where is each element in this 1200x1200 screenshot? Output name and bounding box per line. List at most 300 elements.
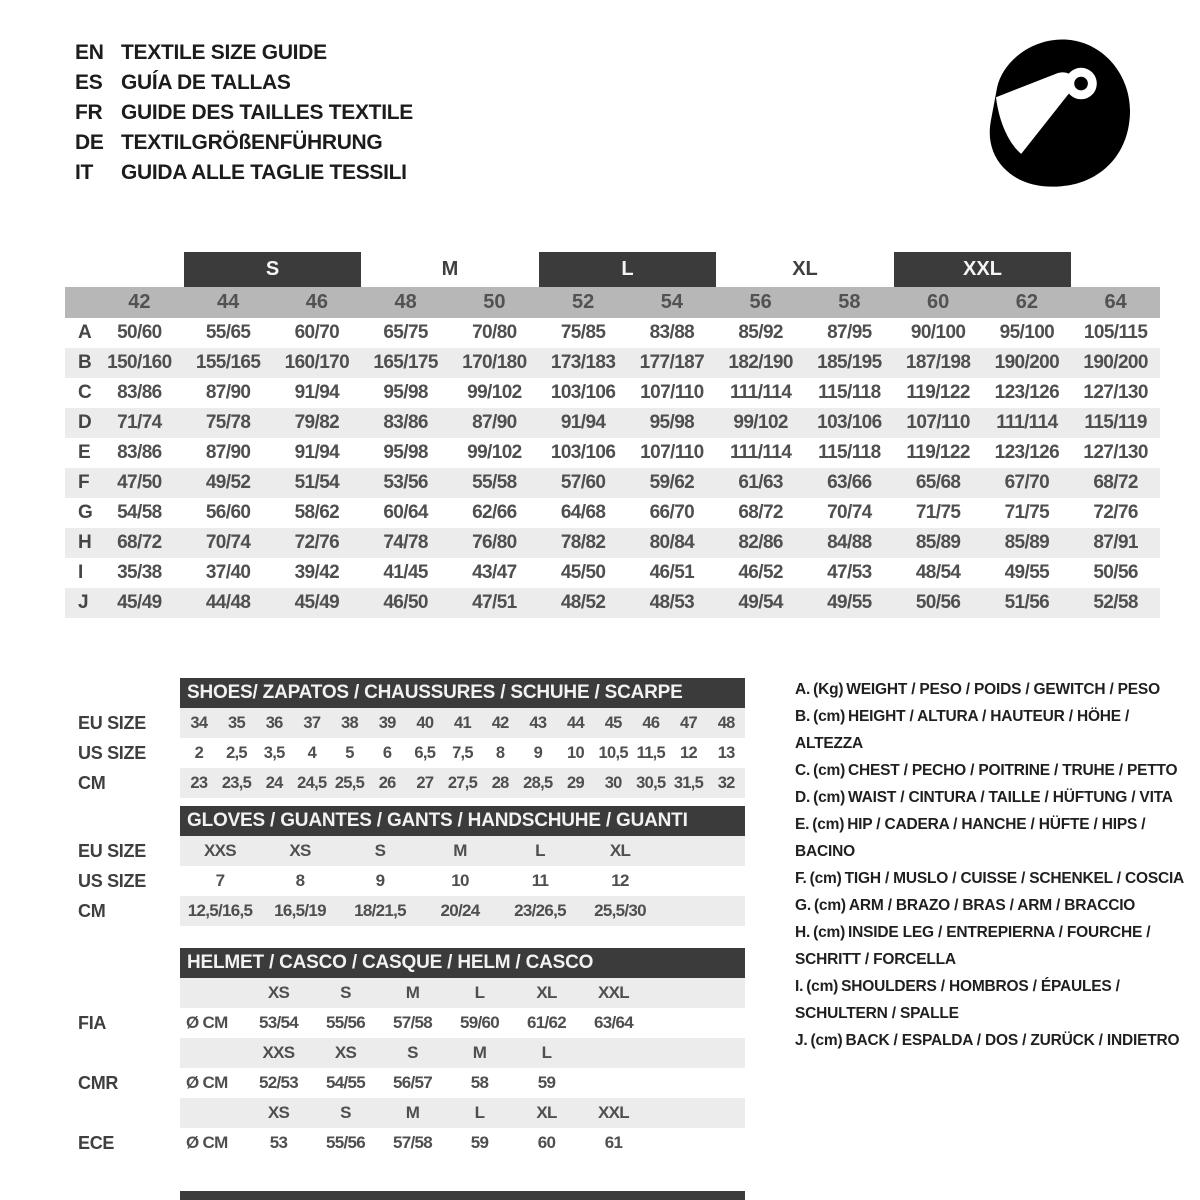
legend-text: HEIGHT / ALTURA / HAUTEUR / HÖHE / ALTEZZA (795, 708, 1130, 752)
shoe-size-value: 30,5 (636, 773, 666, 792)
size-value: 127/130 (1083, 382, 1148, 403)
size-value: 107/110 (906, 412, 970, 433)
size-value: 76/80 (472, 532, 517, 553)
shoes-section-title: SHOES/ ZAPATOS / CHAUSSURES / SCHUHE / SCARPE (180, 678, 745, 708)
helmet-size-label: XXL (598, 983, 629, 1002)
size-value: 74/78 (383, 532, 428, 553)
language-code: FR (75, 101, 103, 124)
glove-size-value: 16,5/19 (274, 901, 326, 920)
shoes-values (180, 708, 745, 738)
size-value: 65/75 (383, 322, 428, 343)
size-table-row (65, 588, 1160, 618)
guide-title: GUIDE DES TAILLES TEXTILE (121, 101, 413, 124)
gloves-row (60, 836, 745, 866)
size-value: 75/78 (205, 412, 251, 433)
size-value: 55/65 (205, 322, 251, 343)
legend-key: H. (795, 924, 811, 941)
size-table-row (65, 438, 1160, 468)
helmet-size-value: 53 (269, 1133, 288, 1152)
shoe-size-value: 47 (680, 713, 697, 732)
shoe-size-value: 45 (604, 713, 622, 732)
legend-item (795, 676, 1200, 703)
shoe-size-value: 41 (454, 713, 471, 732)
helmet-size-value: 55/56 (325, 1013, 366, 1032)
legend-item (795, 865, 1200, 892)
size-value: 47/53 (827, 562, 872, 583)
size-value: 68/72 (1093, 472, 1138, 493)
size-value: 56/60 (205, 502, 251, 523)
shoe-size-value: 42 (491, 713, 509, 732)
size-letter-label: XL (792, 258, 818, 280)
legend-text: CHEST / PECHO / POITRINE / TRUHE / PETTO (848, 762, 1178, 779)
size-value: 71/75 (915, 502, 961, 523)
size-letter-label: M (441, 258, 459, 280)
size-value: 57/60 (560, 472, 606, 493)
shoe-size-value: 43 (529, 713, 547, 732)
size-value: 48/52 (560, 592, 606, 613)
legend-unit: (cm) (809, 870, 842, 887)
size-value: 99/102 (733, 412, 788, 433)
size-value: 185/195 (817, 352, 882, 373)
size-value: 99/102 (467, 442, 522, 463)
shoe-size-value: 2 (194, 743, 204, 762)
shoe-size-value: 27,5 (447, 773, 478, 792)
legend-key: F. (795, 870, 807, 887)
helmet-size-label: M (472, 1043, 487, 1062)
glove-size-value: 7 (215, 871, 225, 890)
helmet-size-value: 61 (604, 1133, 623, 1152)
legend-key: E. (795, 816, 810, 833)
measure-letter: F (78, 472, 90, 493)
glove-size-value: 20/24 (440, 901, 480, 920)
guide-title: TEXTILGRÖßENFÜHRUNG (121, 131, 383, 154)
shoe-size-value: 3,5 (263, 743, 285, 762)
size-value: 190/200 (994, 352, 1060, 373)
size-value: 50/56 (1093, 562, 1138, 583)
size-table-cells (95, 442, 1160, 464)
size-table-row (65, 468, 1160, 498)
helmet-values-row (60, 1068, 745, 1098)
legend-text: INSIDE LEG / ENTREPIERNA / FOURCHE / SCHRITT / FORCELLA (795, 924, 1151, 968)
legend-unit: (cm) (806, 978, 839, 995)
shoes-rows (60, 708, 745, 798)
shoes-row (60, 738, 745, 768)
size-table-cells (95, 472, 1160, 494)
shoe-size-value: 26 (378, 773, 396, 792)
size-value: 103/106 (550, 382, 616, 403)
shoe-size-value: 11,5 (636, 743, 666, 762)
measure-letter: I (78, 562, 84, 583)
measure-letter: C (78, 382, 92, 403)
helmet-sizes-row (60, 1098, 745, 1128)
helmet-size-value: 57/58 (392, 1013, 433, 1032)
helmet-size-label: XS (267, 983, 290, 1002)
helmet-values (180, 1068, 745, 1098)
size-value: 91/94 (294, 382, 340, 403)
size-number: 52 (572, 291, 595, 313)
language-code: DE (75, 131, 104, 154)
size-value: 173/183 (550, 352, 616, 373)
shoe-size-value: 8 (495, 743, 505, 762)
size-value: 50/56 (915, 592, 961, 613)
measure-letter: J (78, 592, 89, 613)
size-value: 46/52 (738, 562, 783, 583)
helmet-size-labels (180, 1098, 745, 1128)
helmet-values-row (60, 1008, 745, 1038)
size-value: 107/110 (640, 442, 704, 463)
size-value: 51/54 (294, 472, 340, 493)
glove-size-value: 23/26,5 (514, 901, 566, 920)
shoe-size-value: 38 (341, 713, 358, 732)
diameter-unit: Ø CM (186, 1013, 228, 1032)
size-value: 95/100 (999, 322, 1055, 343)
legend-unit: (cm) (813, 924, 846, 941)
size-value: 62/66 (472, 502, 517, 523)
size-table-cells (95, 532, 1160, 554)
size-value: 37/40 (205, 562, 251, 583)
helmet-section-title: HELMET / CASCO / CASQUE / HELM / CASCO (180, 948, 745, 978)
legend-key: A. (795, 681, 811, 698)
helmet-values (180, 1128, 745, 1158)
size-number: 60 (927, 291, 950, 313)
gloves-row (60, 866, 745, 896)
shoe-size-value: 44 (567, 713, 584, 732)
shoe-size-value: 10 (567, 743, 584, 762)
gloves-values (180, 836, 745, 866)
helmet-size-label: XXL (598, 1103, 629, 1122)
size-value: 123/126 (994, 382, 1060, 403)
shoe-size-value: 30 (604, 773, 622, 792)
guide-title: TEXTILE SIZE GUIDE (121, 41, 327, 64)
helmet-size-labels (180, 1038, 745, 1068)
shoe-size-value: 23,5 (221, 773, 252, 792)
row-label: US SIZE (78, 870, 146, 891)
size-value: 72/76 (294, 532, 340, 553)
diameter-unit: Ø CM (186, 1073, 228, 1092)
legend-item (795, 1027, 1200, 1054)
shoes-row (60, 768, 745, 798)
size-value: 72/76 (1093, 502, 1138, 523)
glove-size-value: XXS (204, 841, 236, 860)
shoe-size-value: 24 (265, 773, 283, 792)
size-table-row (65, 378, 1160, 408)
size-value: 75/85 (560, 322, 606, 343)
shoe-size-value: 39 (378, 713, 396, 732)
legend-key: J. (795, 1032, 808, 1049)
size-value: 64/68 (560, 502, 606, 523)
shoe-size-value: 6,5 (414, 743, 436, 762)
size-value: 85/92 (738, 322, 783, 343)
row-label: US SIZE (78, 742, 146, 763)
size-value: 115/118 (818, 382, 881, 403)
measure-letter: H (78, 532, 92, 553)
helmet-size-value: 53/54 (258, 1013, 299, 1032)
size-number: 64 (1104, 291, 1127, 313)
size-value: 46/51 (649, 562, 695, 583)
shoe-size-value: 32 (717, 773, 735, 792)
size-value: 95/98 (383, 442, 428, 463)
legend-item (795, 757, 1200, 784)
shoe-size-value: 40 (416, 713, 434, 732)
language-code: EN (75, 41, 104, 64)
legend-text: WAIST / CINTURA / TAILLE / HÜFTUNG / VITA (848, 789, 1173, 806)
size-letter-label: L (539, 252, 717, 287)
size-number: 44 (217, 291, 240, 313)
textile-size-table (65, 252, 1160, 618)
size-value: 54/58 (117, 502, 162, 523)
row-label: CM (78, 772, 106, 793)
size-value: 83/86 (117, 442, 162, 463)
helmet-rows (60, 978, 745, 1158)
legend-key: C. (795, 762, 811, 779)
shoe-size-value: 35 (228, 713, 245, 732)
language-code: ES (75, 71, 103, 94)
size-value: 68/72 (738, 502, 783, 523)
glove-size-value: 25,5/30 (594, 901, 646, 920)
helmet-section (60, 948, 745, 1158)
size-number: 42 (128, 291, 151, 313)
shoe-size-value: 37 (303, 713, 321, 732)
size-value: 90/100 (910, 322, 966, 343)
helmet-size-value: 59 (470, 1133, 489, 1152)
size-value: 91/94 (560, 412, 606, 433)
size-value: 85/89 (1004, 532, 1050, 553)
helmet-sizes-row (60, 1038, 745, 1068)
shoe-size-value: 24,5 (297, 773, 327, 792)
language-row (75, 128, 413, 158)
size-value: 51/56 (1004, 592, 1050, 613)
size-value: 190/200 (1083, 352, 1148, 373)
size-value: 115/118 (818, 442, 881, 463)
size-value: 95/98 (383, 382, 428, 403)
size-value: 70/80 (472, 322, 517, 343)
size-value: 45/49 (294, 592, 340, 613)
helmet-size-label: S (340, 1103, 351, 1122)
size-value: 71/75 (1004, 502, 1050, 523)
size-number: 54 (660, 291, 683, 313)
legend-item (795, 703, 1200, 757)
helmet-standard: ECE (78, 1132, 115, 1153)
shoe-size-value: 10,5 (598, 743, 628, 762)
legend-text: SHOULDERS / HOMBROS / ÉPAULES / SCHULTERN / SPALLE (795, 978, 1120, 1022)
glove-size-value: S (374, 841, 386, 860)
gloves-values (180, 866, 745, 896)
glove-size-value: 10 (451, 871, 469, 890)
legend-unit: (cm) (812, 816, 845, 833)
glove-size-value: 18/21,5 (354, 901, 406, 920)
size-value: 48/54 (915, 562, 961, 583)
size-value: 170/180 (462, 352, 527, 373)
helmet-values (180, 1008, 745, 1038)
size-value: 60/70 (294, 322, 340, 343)
language-row (75, 68, 413, 98)
size-value: 83/88 (649, 322, 695, 343)
glove-size-value: XS (289, 841, 311, 860)
size-value: 80/84 (649, 532, 695, 553)
size-value: 45/49 (117, 592, 162, 613)
helmet-size-value: 59 (537, 1073, 556, 1092)
size-value: 48/53 (649, 592, 695, 613)
gloves-row (60, 896, 745, 926)
legend-item (795, 811, 1200, 865)
helmet-size-label: XS (267, 1103, 290, 1122)
legend-unit: (cm) (813, 789, 846, 806)
glove-size-value: XL (609, 841, 631, 860)
size-value: 105/115 (1083, 322, 1148, 343)
size-number: 46 (305, 291, 328, 313)
size-value: 155/165 (195, 352, 261, 373)
shoe-size-value: 28,5 (523, 773, 553, 792)
size-value: 111/114 (729, 382, 792, 403)
glove-size-value: 8 (295, 871, 305, 890)
shoe-size-value: 27 (416, 773, 434, 792)
legend-item (795, 892, 1200, 919)
size-value: 83/86 (117, 382, 162, 403)
measurement-legend (795, 676, 1200, 1054)
shoe-size-value: 12 (680, 743, 697, 762)
size-value: 87/91 (1093, 532, 1138, 553)
size-number: 62 (1015, 291, 1038, 313)
size-value: 55/58 (472, 472, 517, 493)
size-value: 49/55 (1004, 562, 1050, 583)
size-value: 165/175 (373, 352, 438, 373)
size-value: 49/52 (205, 472, 251, 493)
shoes-values (180, 738, 745, 768)
language-row (75, 98, 413, 128)
shoe-size-value: 6 (382, 743, 392, 762)
size-value: 160/170 (284, 352, 350, 373)
legend-unit: (cm) (810, 1032, 843, 1049)
legend-unit: (cm) (813, 897, 846, 914)
size-value: 43/47 (472, 562, 517, 583)
legend-text: TIGH / MUSLO / CUISSE / SCHENKEL / COSCIA (844, 870, 1185, 887)
row-label: CM (78, 900, 106, 921)
gloves-values (180, 896, 745, 926)
size-value: 45/50 (560, 562, 606, 583)
helmet-size-value: 63/64 (593, 1013, 634, 1032)
legend-item (795, 784, 1200, 811)
size-number: 58 (838, 291, 861, 313)
size-number: 50 (483, 291, 506, 313)
shoe-size-value: 23 (190, 773, 208, 792)
gloves-rows (60, 836, 745, 926)
size-value: 35/38 (117, 562, 162, 583)
size-value: 91/94 (294, 442, 340, 463)
glove-size-value: M (453, 841, 467, 860)
legend-key: D. (795, 789, 811, 806)
measure-letter: A (78, 322, 92, 343)
size-value: 78/82 (560, 532, 606, 553)
helmet-size-label: L (541, 1043, 552, 1062)
size-table-row (65, 558, 1160, 588)
size-number-header-row (65, 287, 1160, 318)
size-value: 44/48 (205, 592, 251, 613)
helmet-standard: CMR (78, 1072, 119, 1093)
size-value: 39/42 (294, 562, 340, 583)
size-value: 99/102 (467, 382, 522, 403)
helmet-size-value: 55/56 (325, 1133, 366, 1152)
legend-key: B. (795, 708, 811, 725)
size-value: 107/110 (640, 382, 704, 403)
size-letter-header-row (65, 252, 1160, 287)
helmet-size-labels (180, 978, 745, 1008)
size-table-row (65, 408, 1160, 438)
clipped-next-section-bar (180, 1191, 745, 1200)
size-value: 41/45 (383, 562, 428, 583)
shoe-size-value: 7,5 (452, 743, 473, 762)
legend-text: WEIGHT / PESO / POIDS / GEWITCH / PESO (846, 681, 1160, 698)
size-value: 47/50 (117, 472, 162, 493)
size-table-cells (95, 562, 1160, 584)
shoe-size-value: 31,5 (673, 773, 704, 792)
legend-unit: (Kg) (813, 681, 844, 698)
legend-item (795, 919, 1200, 973)
size-table-cells (95, 412, 1160, 434)
language-row (75, 158, 413, 188)
helmet-size-value: 58 (470, 1073, 489, 1092)
diameter-unit: Ø CM (186, 1133, 228, 1152)
shoe-size-value: 13 (717, 743, 735, 762)
helmet-size-label: S (407, 1043, 418, 1062)
size-value: 111/114 (996, 412, 1058, 433)
helmet-size-label: XS (334, 1043, 357, 1062)
helmet-size-label: XL (536, 983, 557, 1002)
shoe-size-value: 28 (491, 773, 509, 792)
size-table-row (65, 498, 1160, 528)
helmet-size-value: 56/57 (392, 1073, 433, 1092)
language-row (75, 38, 413, 68)
shoe-size-value: 25,5 (334, 773, 365, 792)
size-value: 119/122 (906, 442, 970, 463)
helmet-size-label: M (405, 1103, 420, 1122)
legend-key: I. (795, 978, 804, 995)
legend-unit: (cm) (813, 708, 846, 725)
legend-text: BACK / ESPALDA / DOS / ZURÜCK / INDIETRO (845, 1032, 1180, 1049)
size-value: 87/90 (205, 442, 251, 463)
size-table-row (65, 348, 1160, 378)
helmet-size-value: 54/55 (325, 1073, 366, 1092)
glove-size-value: 9 (375, 871, 385, 890)
language-title-block (75, 38, 413, 188)
gloves-section (60, 806, 745, 926)
size-value: 49/55 (827, 592, 872, 613)
size-value: 59/62 (649, 472, 695, 493)
shoe-size-value: 46 (642, 713, 660, 732)
size-value: 119/122 (906, 382, 970, 403)
size-value: 58/62 (294, 502, 340, 523)
size-table-cells (95, 352, 1160, 374)
size-value: 50/60 (117, 322, 162, 343)
helmet-size-value: 60 (537, 1133, 556, 1152)
helmet-size-value: 59/60 (459, 1013, 500, 1032)
gloves-section-title: GLOVES / GUANTES / GANTS / HANDSCHUHE / GUANTI (180, 806, 745, 836)
measure-letter: E (78, 442, 91, 463)
guide-title: GUÍA DE TALLAS (121, 71, 291, 94)
size-value: 111/114 (729, 442, 792, 463)
shoe-size-value: 34 (190, 713, 208, 732)
shoe-size-value: 4 (307, 743, 317, 762)
measure-letter: D (78, 412, 92, 433)
shoe-size-value: 9 (533, 743, 543, 762)
row-label: EU SIZE (78, 840, 146, 861)
shoes-values (180, 768, 745, 798)
shoe-size-value: 5 (345, 743, 354, 762)
size-number: 56 (749, 291, 772, 313)
shoe-size-value: 29 (567, 773, 584, 792)
size-value: 71/74 (117, 412, 162, 433)
size-table-cells (95, 322, 1160, 344)
size-value: 70/74 (827, 502, 872, 523)
